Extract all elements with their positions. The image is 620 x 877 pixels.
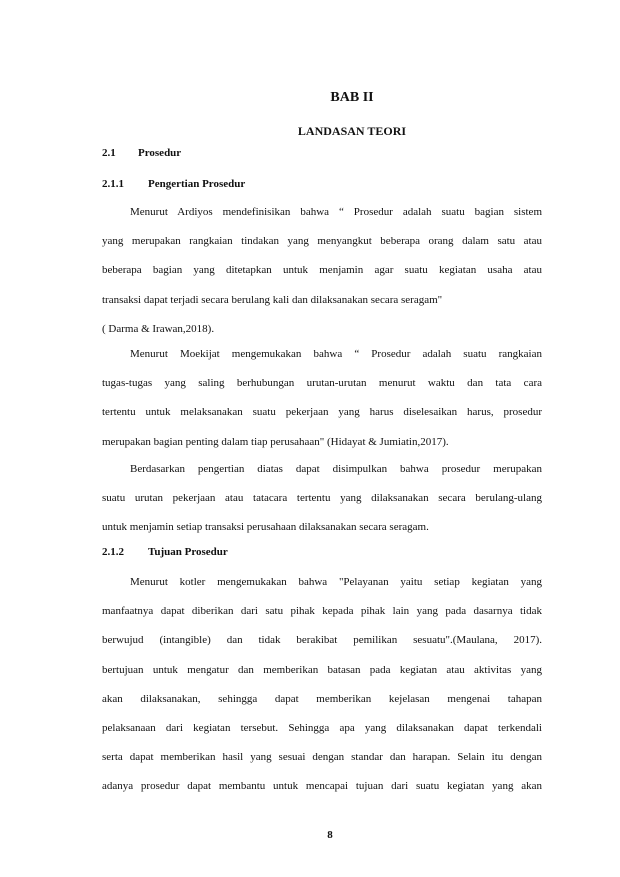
section-title: Prosedur	[138, 147, 182, 159]
chapter-title: LANDASAN TEORI	[297, 124, 407, 138]
section-2-1-1-heading	[102, 178, 245, 190]
text-line: untuk menjamin setiap transaksi perusahaan dilaksanakan secara seragam.	[102, 521, 429, 534]
section-title: Pengertian Prosedur	[148, 178, 246, 190]
text-line: berwujud (intangible) dan tidak berakibat pemilikan sesuatu".(Maulana, 2017).	[102, 634, 542, 647]
text-line: adanya prosedur dapat membantu untuk mencapai tujuan dari suatu kegiatan yang akan	[102, 780, 542, 793]
paragraph-definition-ardiyos	[102, 198, 542, 344]
text-line: tertentu untuk melaksanakan suatu pekerjaan yang harus diselesaikan harus, prosedur	[102, 406, 542, 419]
section-number: 2.1	[102, 147, 116, 159]
text-line: Menurut Ardiyos mendefinisikan bahwa “ Prosedur adalah suatu bagian sistem	[130, 206, 542, 218]
paragraph-definition-moekijat	[102, 340, 542, 457]
text-line: transaksi dapat terjadi secara berulang kali dan dilaksanakan secara seragam"	[102, 293, 443, 306]
text-line: ( Darma & Irawan,2018).	[102, 322, 215, 335]
text-line: tugas-tugas yang saling berhubungan urutan-urutan menurut waktu dan tata cara	[102, 377, 542, 390]
text-line: Berdasarkan pengertian diatas dapat disimpulkan bahwa prosedur merupakan	[130, 463, 542, 475]
text-line: akan dilaksanakan, sehingga dapat memberikan kejelasan mengenai tahapan	[102, 692, 542, 705]
section-2-1-heading	[102, 147, 181, 159]
page-number: 8	[327, 829, 333, 841]
text-line: beberapa bagian yang ditetapkan untuk menjamin agar suatu kegiatan usaha atau	[102, 264, 542, 277]
text-line: serta dapat memberikan hasil yang sesuai dengan standar dan harapan. Selain itu dengan	[102, 751, 542, 764]
section-number: 2.1.1	[102, 178, 124, 190]
text-line: Menurut kotler mengemukakan bahwa "Pelayanan yaitu setiap kegiatan yang	[130, 576, 542, 588]
paragraph-conclusion	[102, 455, 542, 543]
text-line: suatu urutan pekerjaan atau tatacara tertentu yang dilaksanakan secara berulang-ulang	[102, 492, 542, 505]
text-line: Menurut Moekijat mengemukakan bahwa “ Prosedur adalah suatu rangkaian	[130, 348, 542, 360]
text-line: merupakan bagian penting dalam tiap perusahaan" (Hidayat & Jumiatin,2017).	[102, 435, 449, 448]
text-line: yang merupakan rangkaian tindakan yang menyangkut beberapa orang dalam satu atau	[102, 235, 542, 248]
chapter-heading: BAB II	[330, 90, 374, 105]
section-title: Tujuan Prosedur	[148, 546, 228, 558]
section-number: 2.1.2	[102, 546, 124, 558]
text-line: pelaksanaan dari kegiatan tersebut. Sehingga apa yang dilaksanakan dapat terkendali	[102, 721, 542, 734]
paragraph-purpose	[102, 568, 542, 802]
text-line: manfaatnya dapat diberikan dari satu pihak kepada pihak lain yang pada dasarnya tidak	[102, 605, 542, 618]
section-2-1-2-heading	[102, 546, 228, 558]
text-line: bertujuan untuk mengatur dan memberikan batasan pada kegiatan atau aktivitas yang	[102, 663, 542, 676]
